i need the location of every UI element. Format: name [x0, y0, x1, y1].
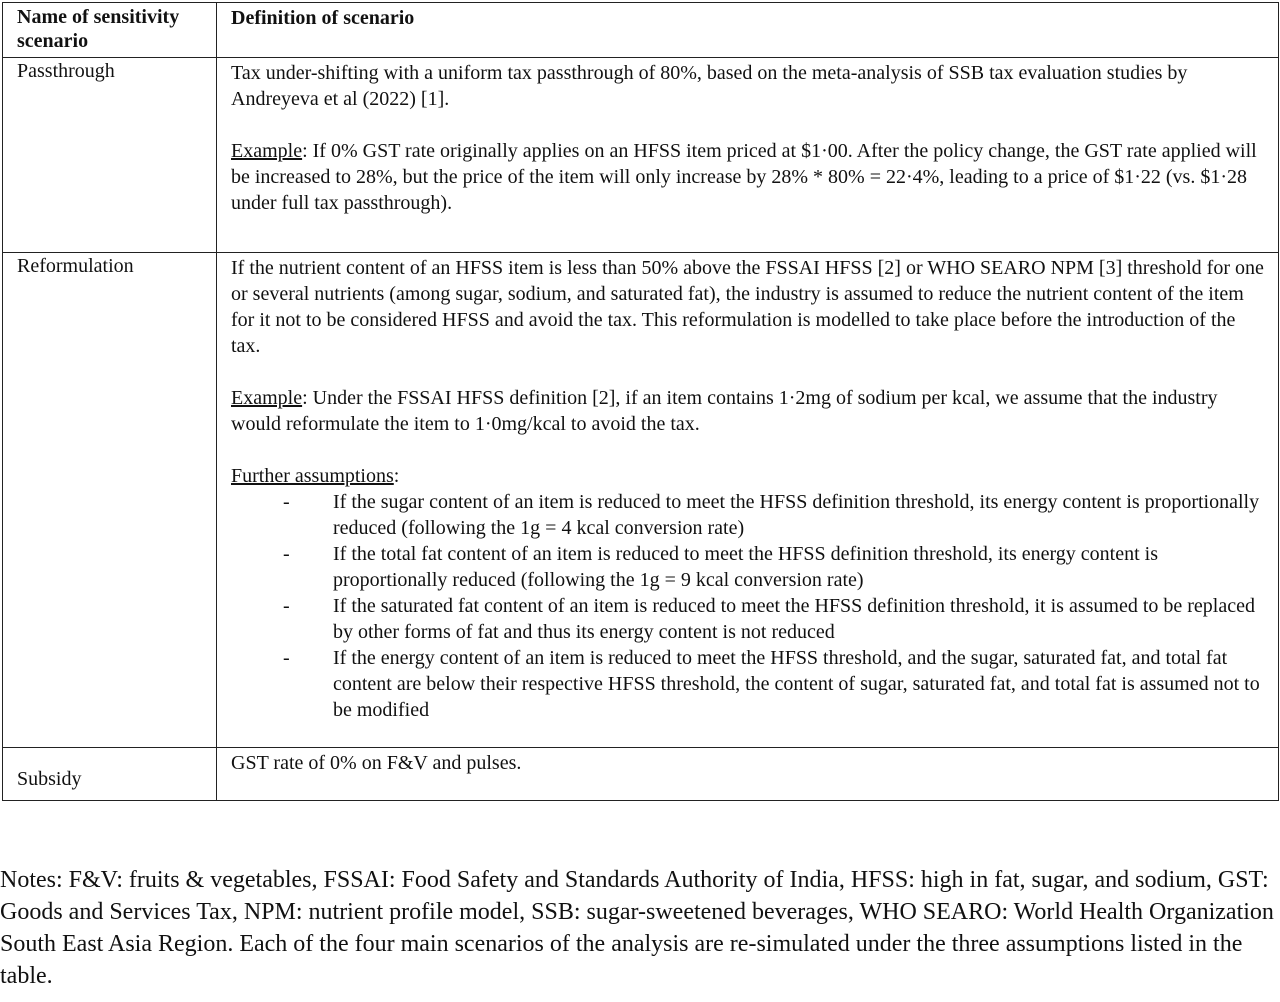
list-item: - If the energy content of an item is reduced to meet the HFSS threshold, and the sugar, saturated fat, and total fat content are below their respective HFSS threshold, the content of sugar, saturated fat, and total fat is assumed not to be modified	[283, 647, 1260, 721]
further-assumptions-heading: Further assumptions:	[231, 465, 400, 487]
table-header-row	[3, 3, 1279, 58]
definition-paragraph: GST rate of 0% on F&V and pulses.	[231, 752, 522, 774]
sensitivity-scenarios-table	[2, 2, 1279, 801]
list-item: - If the total fat content of an item is reduced to meet the HFSS definition threshold, its energy content is proportionally reduced (following the 1g = 9 kcal conversion rate)	[283, 543, 1158, 591]
scenario-name-cell	[3, 58, 217, 253]
table-row-passthrough	[3, 58, 1279, 253]
example-text: : If 0% GST rate originally applies on an HFSS item priced at $1·00. After the policy change, the GST rate applied will be increased to 28%, but the price of the item will only increase by 28% * 80% = 22·4%, leading to a price of $1·22 (vs. $1·28 under full tax passthrough).	[231, 140, 1257, 214]
bullet-dash: -	[283, 543, 290, 565]
scenario-name: Subsidy	[17, 768, 82, 790]
column-header-definition: Definition of scenario	[217, 3, 1279, 58]
scenario-definition-cell	[217, 58, 1279, 253]
assumptions-list	[231, 489, 1264, 723]
table-row-subsidy	[3, 748, 1279, 801]
scenario-definition-cell	[217, 253, 1279, 748]
column-header-name: Name of sensitivity scenario	[3, 3, 217, 58]
example-paragraph	[231, 138, 1264, 216]
scenario-name-cell	[3, 748, 217, 801]
example-text: : Under the FSSAI HFSS definition [2], if an item contains 1·2mg of sodium per kcal, we assume that the industry would reformulate the item to 1·0mg/kcal to avoid the tax.	[231, 387, 1218, 435]
list-item: - If the saturated fat content of an item is reduced to meet the HFSS definition threshold, it is assumed to be replaced by other forms of fat and thus its energy content is not reduced	[283, 595, 1255, 643]
scenario-name: Reformulation	[17, 255, 134, 277]
definition-paragraph: Tax under-shifting with a uniform tax passthrough of 80%, based on the meta-analysis of SSB tax evaluation studies by Andreyeva et al (2022) [1].	[231, 62, 1188, 110]
bullet-dash: -	[283, 595, 290, 617]
example-label: Example	[231, 140, 303, 162]
bullet-dash: -	[283, 647, 290, 669]
example-label: Example	[231, 387, 303, 409]
bullet-dash: -	[283, 491, 290, 513]
example-paragraph	[231, 385, 1264, 437]
list-item: - If the sugar content of an item is reduced to meet the HFSS definition threshold, its energy content is proportionally reduced (following the 1g = 4 kcal conversion rate)	[283, 491, 1260, 539]
further-assumptions-label: Further assumptions	[231, 465, 394, 487]
scenario-definition-cell	[217, 748, 1279, 801]
table-notes: Notes: F&V: fruits & vegetables, FSSAI: Food Safety and Standards Authority of India, HFSS: high in fat, sugar, and sodium, GST: Goods and Services Tax, NPM: nutrient profile model, SSB: sugar-sweetened beverages, WHO SEARO: World Health Organization South East Asia Region. Each of the four main scenarios of the analysis are re-simulated under the three assumptions listed in the table.	[0, 867, 1274, 989]
definition-paragraph: If the nutrient content of an HFSS item is less than 50% above the FSSAI HFSS [2] or WHO SEARO NPM [3] threshold for one or several nutrients (among sugar, sodium, and saturated fat), the industry is assumed to reduce the nutrient content of the item for it not to be considered HFSS and avoid the tax. This reformulation is modelled to take place before the introduction of the tax.	[231, 257, 1264, 357]
scenario-name-cell	[3, 253, 217, 748]
table-row-reformulation	[3, 253, 1279, 748]
scenario-name: Passthrough	[17, 60, 115, 82]
